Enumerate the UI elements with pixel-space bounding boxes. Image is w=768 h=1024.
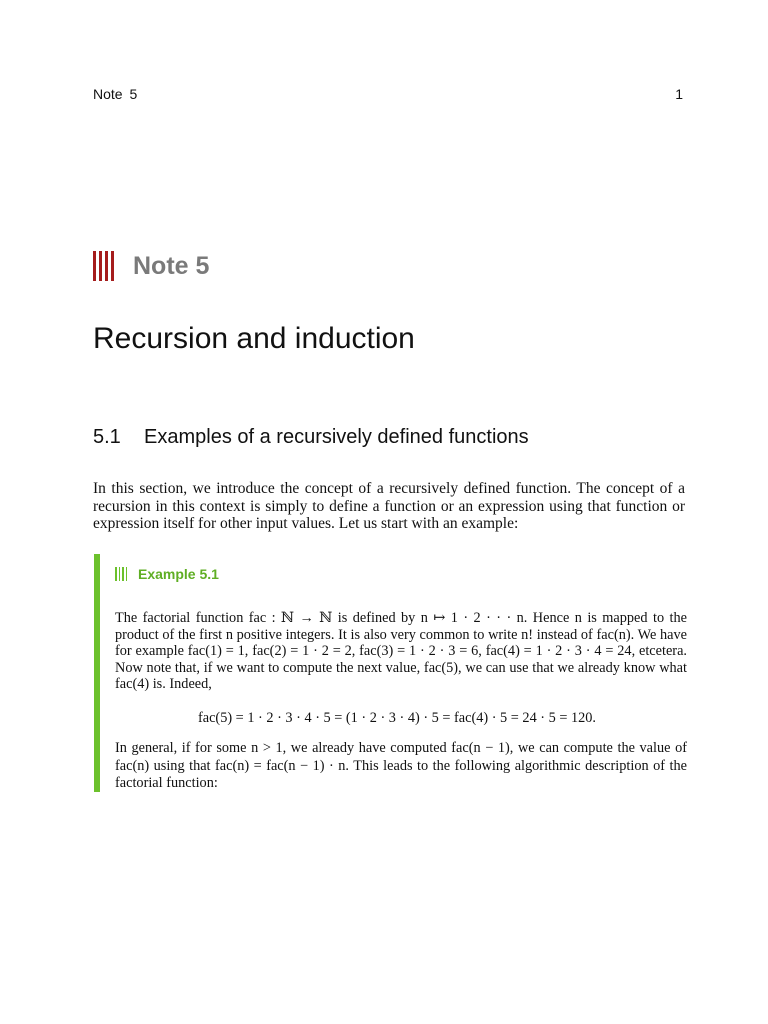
example-box (94, 554, 694, 792)
page-number: 1 (675, 86, 683, 102)
intro-paragraph: In this section, we introduce the concept of a recursively defined function. The concept of a recursion in this context is simply to define a function or an expression using that function or expression itself for other input values. Let us start with an example: (93, 480, 685, 532)
chapter-title: Recursion and induction (93, 322, 415, 355)
example-paragraph-1: The factorial function fac : ℕ → ℕ is defined by n ↦ 1 · 2 · · · n. Hence n is mapped to the product of the first n positive integers. It is also very common to write n! instead of fac(n). We have for example fac(1) = 1, fac(2) = 1 · 2 = 2, fac(3) = 1 · 2 · 3 = 6, fac(4) = 1 · 2 · 3 · 4 = 24, etcetera. Now note that, if we want to compute the next value, fac(5), we can use that we already know what fac(4) is. Indeed, (115, 610, 687, 692)
section-title (93, 426, 529, 449)
chapter-label: Note 5 (133, 251, 210, 280)
chapter-heading (93, 250, 209, 282)
section-title-text: Examples of a recursively defined functions (144, 426, 529, 448)
example-label: Example 5.1 (138, 566, 219, 582)
section-number: 5.1 (93, 426, 121, 448)
example-heading (115, 566, 219, 582)
chapter-bars-icon (93, 251, 114, 281)
example-bars-icon (115, 567, 127, 581)
running-title: Note 5 (93, 86, 138, 102)
page-header (93, 86, 683, 106)
example-paragraph-2: In general, if for some n > 1, we already have computed fac(n − 1), we can compute the value of fac(n) using that fac(n) = fac(n − 1) · n. This leads to the following algorithmic description of the factorial function: (115, 740, 687, 791)
display-equation: fac(5) = 1 · 2 · 3 · 4 · 5 = (1 · 2 · 3 · 4) · 5 = fac(4) · 5 = 24 · 5 = 120. (197, 710, 597, 726)
